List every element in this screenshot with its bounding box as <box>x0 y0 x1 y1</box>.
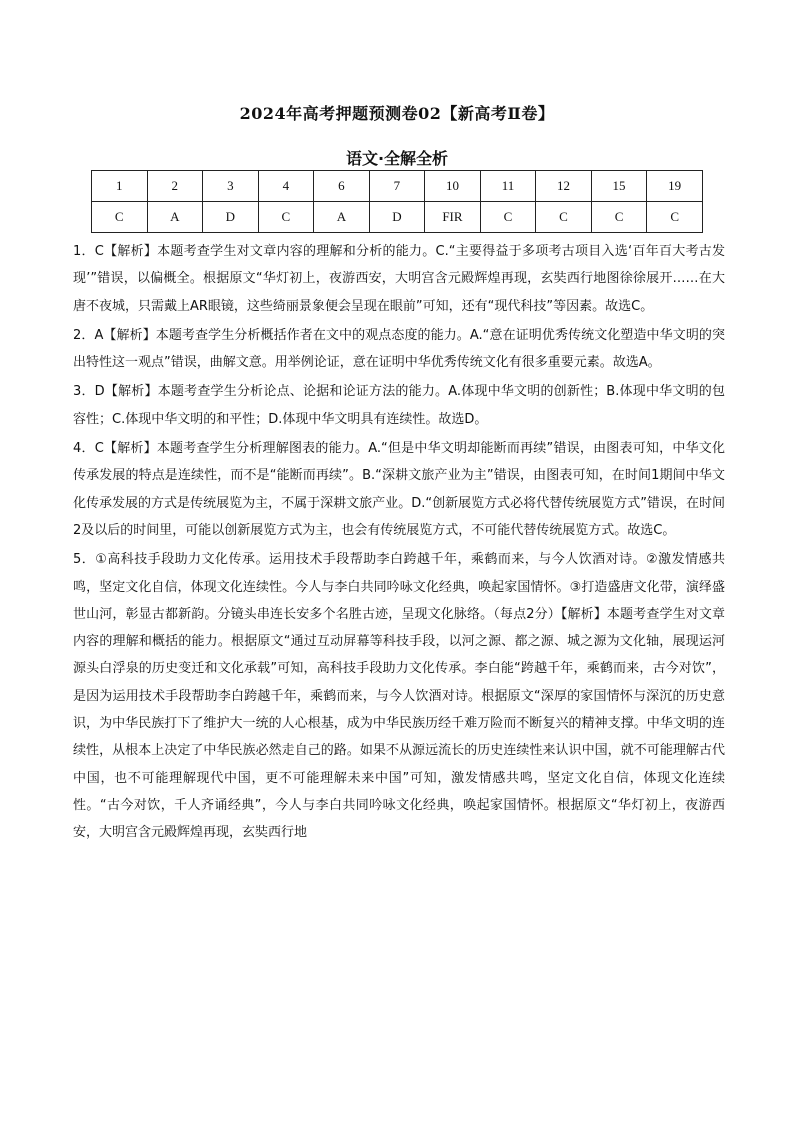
explanation-5: 5．①高科技手段助力文化传承。运用技术手段帮助李白跨越千年，乘鹤而来，与今人饮酒对诗。②激发情感共鸣，坚定文化自信，体现文化连续性。今人与李白共同吟咏文化经典，唤起家国情怀。③打造盛唐文化带，演绎盛世山河，彰显古都新韵。分镜头串连长安多个名胜古迹，呈现文化脉络。（每点2分）【解析】本题考查学生对文章内容的理解和概括的能力。根据原文“通过互动屏幕等科技手段，以河之源、都之源、城之源为文化轴，展现运河源头白浮泉的历史变迁和文化承载”可知，高科技手段助力文化传承。李白能“跨越千年，乘鹤而来，古今对饮”，是因为运用技术手段帮助李白跨越千年，乘鹤而来，与今人饮酒对诗。根据原文“深厚的家国情怀与深沉的历史意识，为中华民族打下了维护大一统的人心根基，成为中华民族历经千难万险而不断复兴的精神支撑。中华文明的连续性，从根本上决定了中华民族必然走自己的路。如果不从源远流长的历史连续性来认识中国，就不可能理解古代中国，也不可能理解现代中国，更不可能理解未来中国”可知，激发情感共鸣，坚定文化自信，体现文化连续性。“古今对饮，千人齐诵经典”，今人与李白共同吟咏文化经典，唤起家国情怀。根据原文“华灯初上，夜游西安，大明宫含元殿辉煌再现，玄奘西行地 <box>73 552 725 841</box>
question-number-cell: 11 <box>480 171 536 202</box>
page-subtitle: 语文·全解全析 <box>345 149 449 168</box>
answer-table <box>91 170 703 233</box>
answer-cell: C <box>647 202 703 233</box>
explanation-3: 3．D【解析】本题考查学生分析论点、论据和论证方法的能力。A.体现中华文明的创新性；B.体现中华文明的包容性；C.体现中华文明的和平性；D.体现中华文明具有连续性。故选D。 <box>73 384 725 427</box>
question-number-cell: 6 <box>314 171 370 202</box>
question-number-cell: 2 <box>147 171 203 202</box>
answer-row <box>92 202 703 233</box>
answer-cell: C <box>536 202 592 233</box>
explanation-2: 2．A【解析】本题考查学生分析概括作者在文中的观点态度的能力。A.“意在证明优秀传统文化塑造中华文明的突出特性这一观点”错误，曲解文意。用举例论证，意在证明中华优秀传统文化有很多重要元素。故选A。 <box>73 327 725 371</box>
explanation-list <box>73 238 725 847</box>
explanation-1: 1．C【解析】本题考查学生对文章内容的理解和分析的能力。C.“主要得益于多项考古项目入选‘百年百大考古发现’”错误，以偏概全。根据原文“华灯初上，夜游西安，大明宫含元殿辉煌再现，玄奘西行地图徐徐展开……在大唐不夜城，只需戴上AR眼镜，这些绮丽景象便会呈现在眼前”可知，还有“现代科技”等因素。故选C。 <box>73 244 725 314</box>
answer-cell: D <box>369 202 425 233</box>
question-number-cell: 7 <box>369 171 425 202</box>
question-number-cell: 12 <box>536 171 592 202</box>
question-number-cell: 19 <box>647 171 703 202</box>
answer-cell: A <box>147 202 203 233</box>
page-title: 2024年高考押题预测卷02【新高考Ⅱ卷】 <box>239 104 555 123</box>
question-number-cell: 10 <box>425 171 481 202</box>
answer-cell: C <box>591 202 647 233</box>
question-number-cell: 3 <box>203 171 259 202</box>
answer-cell: D <box>203 202 259 233</box>
question-number-cell: 4 <box>258 171 314 202</box>
question-number-cell: 1 <box>92 171 148 202</box>
answer-cell: C <box>92 202 148 233</box>
answer-cell: C <box>480 202 536 233</box>
explanation-4: 4．C【解析】本题考查学生分析理解图表的能力。A.“但是中华文明却能断而再续”错误，由图表可知，中华文化传承发展的特点是连续性，而不是“能断而再续”。B.“深耕文旅产业为主”错误，由图表可知，在时间1期间中华文化传承发展的方式是传统展览为主，不属于深耕文旅产业。D.“创新展览方式必将代替传统展览方式”错误，在时间2及以后的时间里，可能以创新展览方式为主，也会有传统展览方式，不可能代替传统展览方式。故选C。 <box>73 441 725 538</box>
question-number-row <box>92 171 703 202</box>
answer-cell: A <box>314 202 370 233</box>
question-number-cell: 15 <box>591 171 647 202</box>
answer-cell: C <box>258 202 314 233</box>
answer-cell: FIR <box>425 202 481 233</box>
